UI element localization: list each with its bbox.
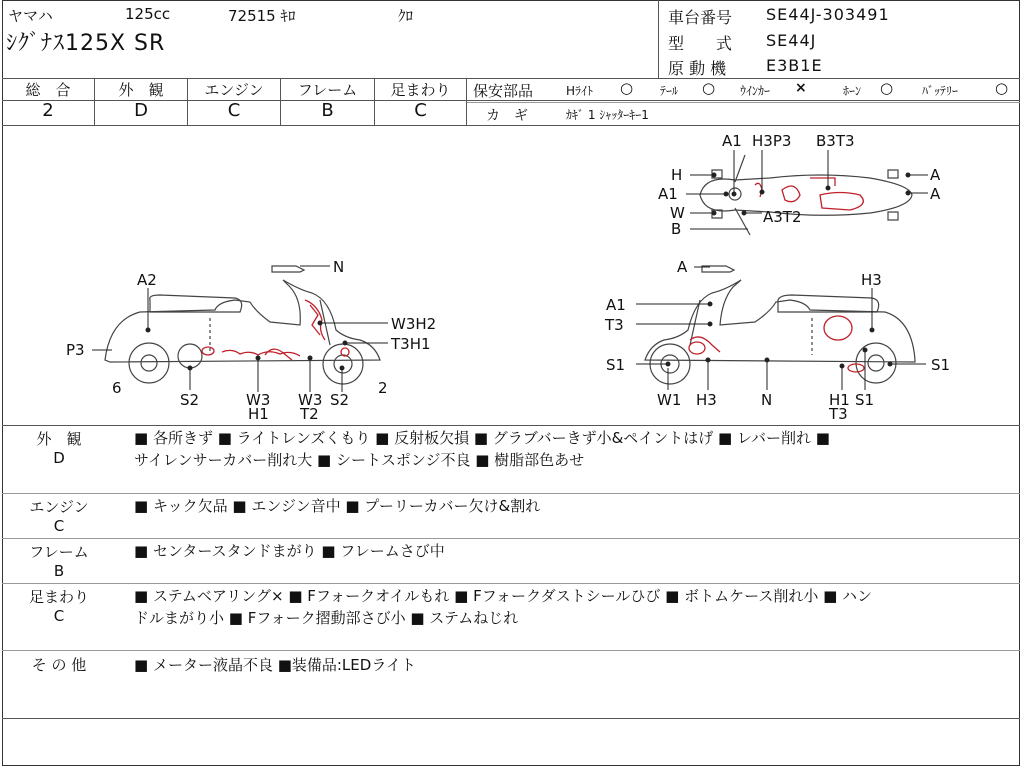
suspension-grade-label: 足まわり [390, 81, 451, 99]
maker: ヤマハ [8, 7, 53, 25]
headlight-mark: ○ [620, 79, 634, 97]
suspension-grade: C [414, 100, 427, 121]
diagram-label: H1 [248, 405, 269, 423]
section-line: ■ キック欠品 ■ エンジン音中 ■ プーリーカバー欠け&割れ [134, 497, 541, 515]
diagram-label: W3 [298, 391, 323, 409]
horn-label: ﾎｰﾝ [843, 84, 862, 98]
diagram-label: S2 [330, 391, 350, 409]
diagram-label: N [761, 391, 773, 409]
section-label: 外 観 [36, 430, 82, 448]
divider [2, 493, 1020, 494]
diagram-label: W1 [657, 391, 682, 409]
diagram-label: P3 [66, 341, 85, 359]
divider [2, 425, 1020, 426]
color: ｸﾛ [398, 7, 414, 25]
engine-grade: C [227, 100, 241, 121]
diagram-label: 2 [378, 379, 388, 397]
section-grade: B [53, 562, 65, 580]
diagram-label: T2 [300, 405, 319, 423]
diagram-label: T3 [605, 316, 624, 334]
section-line: ■ メーター液晶不良 ■装備品:LEDライト [134, 656, 416, 674]
safety-label: 保安部品 [473, 82, 534, 100]
divider [2, 583, 1020, 584]
diagram-label: T3 [829, 405, 848, 423]
diagram-label: W3H2 [391, 315, 437, 333]
divider [2, 650, 1020, 651]
section-line: ■ 各所きず ■ ライトレンズくもり ■ 反射板欠損 ■ グラブバーきず小&ペイントはげ ■ レバー削れ ■ [134, 429, 830, 447]
section-label: エンジン [29, 498, 89, 516]
section-grade: C [53, 607, 65, 625]
battery-mark: ○ [995, 79, 1009, 97]
diagram-label: A2 [137, 271, 157, 289]
frame-no-label: 車台番号 [668, 8, 733, 27]
engine-label: 原 動 機 [668, 59, 727, 78]
diagram-label: 6 [112, 379, 122, 397]
diagram-label: T3H1 [391, 335, 431, 353]
section-label: そ の 他 [31, 656, 87, 674]
diagram-label: A1 [606, 296, 626, 314]
diagram-label: A3T2 [763, 208, 802, 226]
tail-label: ﾃｰﾙ [660, 84, 679, 98]
diagram-label: H3 [861, 271, 882, 289]
exterior-label: 外 観 [118, 81, 164, 99]
tail-mark: ○ [702, 79, 716, 97]
section-label: フレーム [29, 543, 89, 561]
overall-label: 総 合 [25, 81, 71, 99]
battery-label: ﾊﾞｯﾃﾘｰ [922, 84, 959, 98]
diagram-label: S2 [180, 391, 200, 409]
diagram-label: N [333, 258, 345, 276]
section-line: ドルまがり小 ■ Fフォーク摺動部さび小 ■ ステムねじれ [134, 609, 519, 627]
engine-value: E3B1E [766, 56, 823, 75]
diagram-label: H1 [829, 391, 850, 409]
winker-label: ｳｲﾝｶｰ [740, 84, 771, 98]
diagram-label: S1 [606, 356, 626, 374]
section-line: サイレンサーカバー削れ大 ■ シートスポンジ不良 ■ 樹脂部色あせ [134, 451, 585, 469]
horn-mark: ○ [880, 79, 894, 97]
model-name: ｼｸﾞﾅｽ125X SR [6, 31, 166, 56]
frame-no: SE44J-303491 [766, 5, 890, 24]
diagram-label: S1 [855, 391, 875, 409]
diagram-label: H3 [696, 391, 717, 409]
overall-grade: 2 [42, 100, 54, 121]
diagram-label: W3 [246, 391, 271, 409]
diagram-label: W [670, 204, 685, 222]
exterior-grade: D [134, 100, 148, 121]
divider [2, 538, 1020, 539]
divider [2, 718, 1020, 719]
diagram-label: H [671, 166, 683, 184]
displacement: 125cc [125, 5, 171, 23]
section-line: ■ ステムベアリング× ■ Fフォークオイルもれ ■ Fフォークダストシールひび ■ ボトムケース削れ小 ■ ハン [134, 587, 873, 605]
key-value: ｶｷﾞ 1 ｼｬｯﾀｰｷｰ1 [566, 108, 649, 122]
diagram-label: B3T3 [816, 132, 855, 150]
diagram-label: A1 [722, 132, 742, 150]
type-value: SE44J [766, 31, 817, 50]
diagram-label: A [930, 185, 941, 203]
diagram-label: A [930, 166, 941, 184]
headlight-label: Hﾗｲﾄ [566, 84, 594, 98]
diagram-label: S1 [931, 356, 951, 374]
key-label: カ ギ [486, 108, 528, 124]
section-grade: C [53, 517, 65, 535]
frame-grade: B [321, 100, 334, 121]
section-line: ■ センタースタンドまがり ■ フレームさび中 [134, 542, 445, 560]
mileage: 72515 ｷﾛ [228, 7, 296, 25]
diagram-label: B [671, 220, 682, 238]
engine-grade-label: エンジン [204, 81, 264, 99]
diagram-label: H3P3 [752, 132, 792, 150]
diagram-label: A1 [658, 185, 678, 203]
diagram-label: A [677, 258, 688, 276]
section-grade: D [53, 449, 65, 467]
section-label: 足まわり [28, 588, 89, 606]
type-label: 型 式 [668, 34, 733, 53]
frame-grade-label: フレーム [297, 81, 358, 99]
winker-mark: × [795, 80, 807, 96]
